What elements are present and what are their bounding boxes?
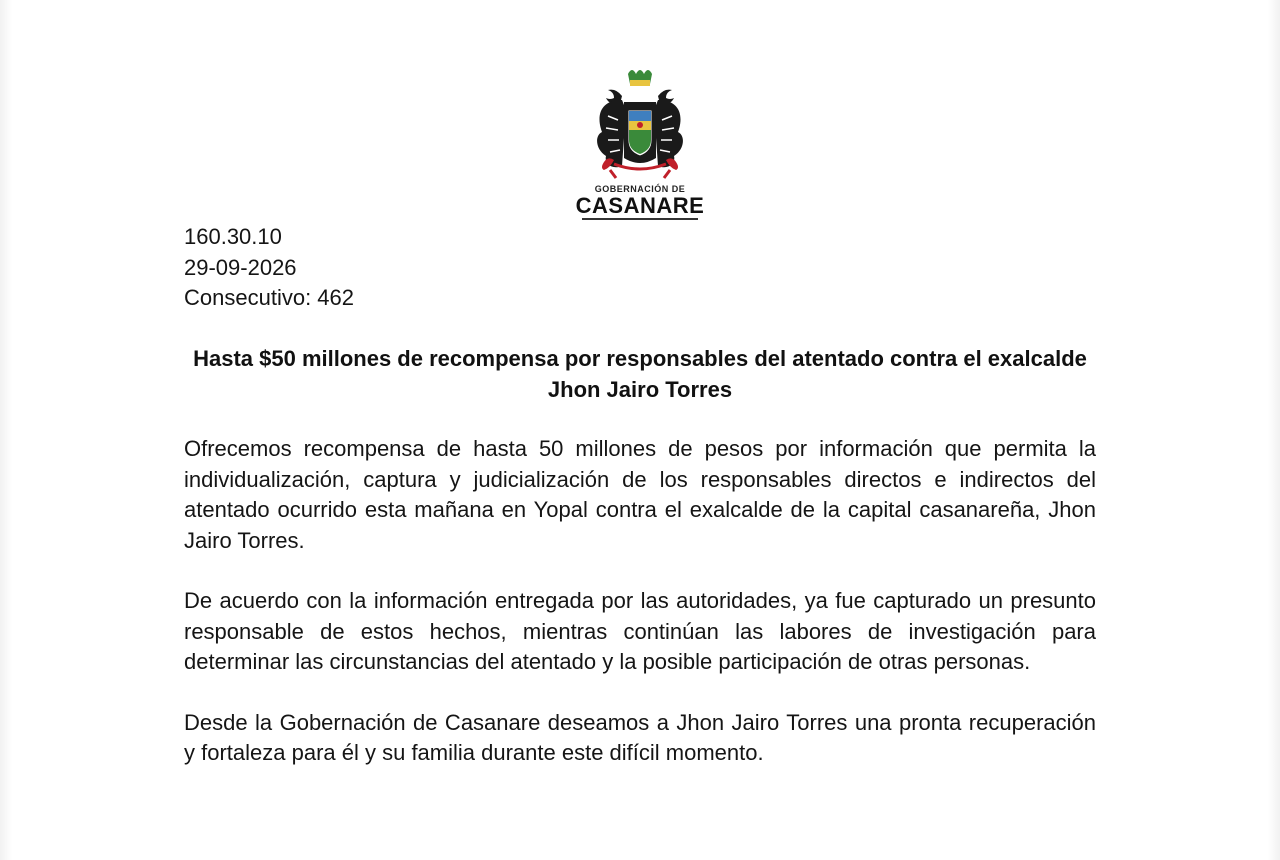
press-release-headline: Hasta $50 millones de recompensa por responsables del atentado contra el exalcalde Jhon Jairo Torres xyxy=(193,346,1087,402)
body-paragraph: Desde la Gobernación de Casanare deseamos a Jhon Jairo Torres una pronta recuperación y fortaleza para él y su familia durante este difícil momento. xyxy=(184,709,1096,765)
press-release-body xyxy=(184,434,1096,799)
document-consecutive: Consecutivo: 462 xyxy=(184,285,354,310)
shield-icon xyxy=(628,110,652,156)
crest-icon xyxy=(628,70,652,86)
logo-org-big: CASANARE xyxy=(575,193,705,218)
logo-underline xyxy=(582,218,698,220)
page-edge-left xyxy=(0,0,12,860)
body-paragraph: Ofrecemos recompensa de hasta 50 millones de pesos por información que permita la individualización, captura y judicialización de los responsables directos e indirectos del atentado ocurrido esta mañana en Yopal contra el exalcalde de la capital casanareña, Jhon Jairo Torres. xyxy=(184,436,1096,553)
body-paragraph: De acuerdo con la información entregada por las autoridades, ya fue capturado un presunto responsable de estos hechos, mientras continúan las labores de investigación para determinar las circunstancias del atentado y la posible participación de otras personas. xyxy=(184,588,1096,674)
document-code: 160.30.10 xyxy=(184,224,282,249)
logo-org-small: GOBERNACIÓN DE xyxy=(594,184,686,194)
document-date: 29-09-2026 xyxy=(184,254,297,280)
document-meta xyxy=(184,222,354,314)
coat-of-arms-emblem xyxy=(560,66,720,184)
casanare-logo xyxy=(560,66,720,222)
page-edge-right xyxy=(1268,0,1280,860)
